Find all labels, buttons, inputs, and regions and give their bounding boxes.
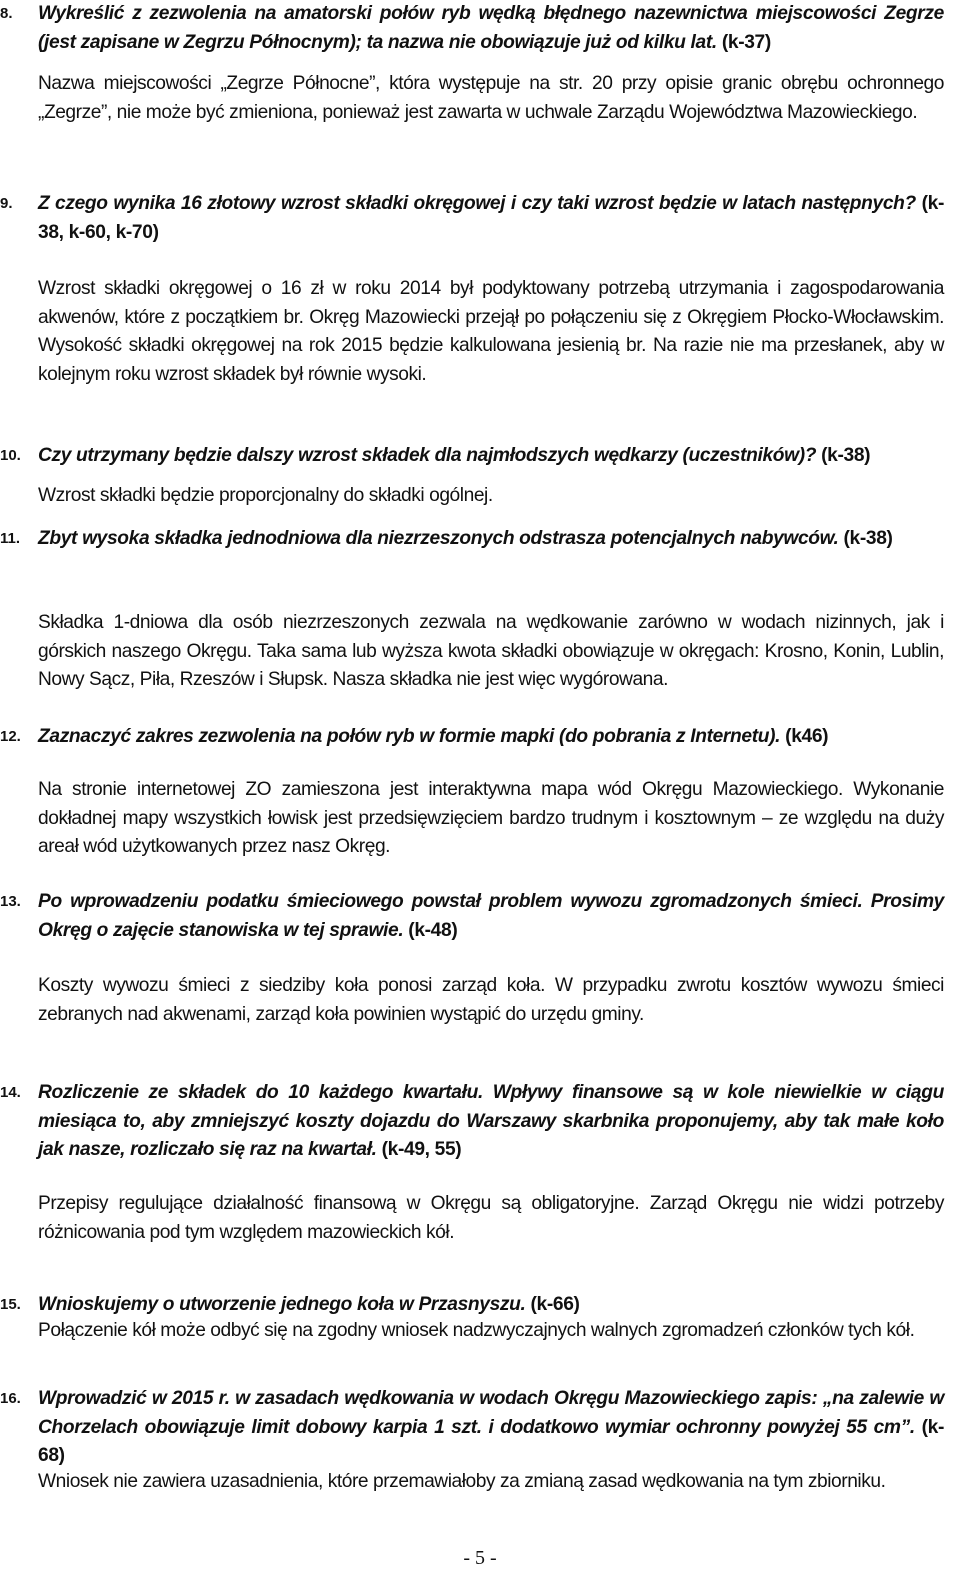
answer: Wzrost składki okręgowej o 16 zł w roku 2014 był podyktowany potrzebą utrzymania i zagospodarowania akwenów, które z początkiem br. Okręg Mazowiecki przejął po połączeniu się z Okręgiem Płocko-Włocławskim. Wysokość składki okręgowej na rok 2015 będzie kalkulowana jesienią br. Na razie nie ma przesłanek, aby w kolejnym roku wzrost składek był równie wysoki. (38, 278, 944, 385)
question (38, 525, 944, 554)
answer: Koszty wywozu śmieci z siedziby koła ponosi zarząd koła. W przypadku zwrotu kosztów wywozu śmieci zebranych nad akwenami, zarząd koła powinien wystąpić do urzędu gminy. (38, 975, 944, 1025)
question (38, 723, 944, 752)
question-text: Z czego wynika 16 złotowy wzrost składki okręgowej i czy taki wzrost będzie w latach następnych? (38, 193, 916, 214)
question-code: (k-48) (408, 919, 458, 941)
item-number: 13. (0, 893, 21, 910)
question-text: Po wprowadzeniu podatku śmieciowego powstał problem wywozu zgromadzonych śmieci. Prosimy Okręg o zajęcie stanowiska w tej sprawie. (38, 891, 944, 941)
page-number: - 5 - (463, 1547, 497, 1569)
question-text: Wprowadzić w 2015 r. w zasadach wędkowania w wodach Okręgu Mazowieckiego zapis: „na zalewie w Chorzelach obowiązuje limit dobowy karpia 1 szt. i dodatkowo wymiar ochronny powyżej 55 cm”. (38, 1388, 944, 1438)
question (38, 1079, 944, 1165)
question-code: (k-49, 55) (381, 1139, 462, 1160)
item-number: 14. (0, 1084, 21, 1101)
item-number: 16. (0, 1390, 21, 1407)
question-code: (k46) (785, 726, 829, 747)
question-code: (k-38) (821, 445, 871, 466)
question-code: (k-38, k-60, k-70) (38, 193, 944, 243)
question-code: (k-66) (530, 1294, 580, 1315)
question (38, 190, 944, 247)
item-number: 8. (0, 5, 13, 22)
item-number: 12. (0, 728, 21, 745)
question-code: (k-68) (38, 1416, 944, 1466)
question (38, 1385, 944, 1471)
item-number: 11. (0, 530, 21, 547)
item-number: 9. (0, 195, 13, 212)
question (38, 1291, 944, 1320)
answer: Nazwa miejscowości „Zegrze Północne”, która występuje na str. 20 przy opisie granic obrębu ochronnego „Zegrze”, nie może być zmieniona, ponieważ jest zawarta w uchwale Zarządu Województwa Mazowieckiego. (38, 73, 944, 123)
question (38, 888, 944, 945)
answer: Wzrost składki będzie proporcjonalny do składki ogólnej. (38, 485, 493, 506)
question-code: (k-37) (721, 31, 771, 53)
question-text: Wykreślić z zezwolenia na amatorski połów ryb wędką błędnego nazewnictwa miejscowości Zegrze (jest zapisane w Zegrzu Północnym); ta nazwa nie obowiązuje już od kilku lat. (38, 3, 944, 53)
question-text: Wnioskujemy o utworzenie jednego koła w Przasnyszu. (38, 1294, 526, 1315)
item-number: 15. (0, 1296, 21, 1313)
question-code: (k-38) (843, 528, 893, 549)
answer: Składka 1-dniowa dla osób niezrzeszonych zezwala na wędkowanie zarówno w wodach nizinnych, jak i górskich naszego Okręgu. Taka sama lub wyższa kwota składki obowiązuje w okręgach: Krosno, Konin, Lublin, Nowy Sącz, Piła, Rzeszów i Słupsk. Nasza składka nie jest więc wygórowana. (38, 612, 944, 690)
answer: Połączenie kół może odbyć się na zgodny wniosek nadzwyczajnych walnych zgromadzeń członków tych kół. (38, 1320, 915, 1341)
question (38, 442, 944, 471)
item-number: 10. (0, 447, 21, 464)
answer: Wniosek nie zawiera uzasadnienia, które przemawiałoby za zmianą zasad wędkowania na tym zbiorniku. (38, 1471, 886, 1492)
question-text: Rozliczenie ze składek do 10 każdego kwartału. Wpływy finansowe są w kole niewielkie w ciągu miesiąca to, aby zmniejszyć koszty dojazdu do Warszawy skarbnika proponujemy, aby tak małe koło jak nasze, rozliczało się raz na kwartał. (38, 1082, 944, 1160)
question-text: Zaznaczyć zakres zezwolenia na połów ryb w formie mapki (do pobrania z Internetu). (38, 726, 781, 747)
answer: Na stronie internetowej ZO zamieszona jest interaktywna mapa wód Okręgu Mazowieckiego. Wykonanie dokładnej mapy wszystkich łowisk jest przedsięwzięciem bardzo trudnym i kosztownym – ze względu na duży areał wód użytkowanych przez nasz Okręg. (38, 779, 944, 857)
question-text: Czy utrzymany będzie dalszy wzrost składek dla najmłodszych wędkarzy (uczestników)? (38, 445, 817, 466)
question (38, 0, 944, 57)
answer: Przepisy regulujące działalność finansową w Okręgu są obligatoryjne. Zarząd Okręgu nie widzi potrzeby różnicowania pod tym względem mazowieckich kół. (38, 1193, 944, 1243)
question-text: Zbyt wysoka składka jednodniowa dla niezrzeszonych odstrasza potencjalnych nabywców. (38, 528, 839, 549)
